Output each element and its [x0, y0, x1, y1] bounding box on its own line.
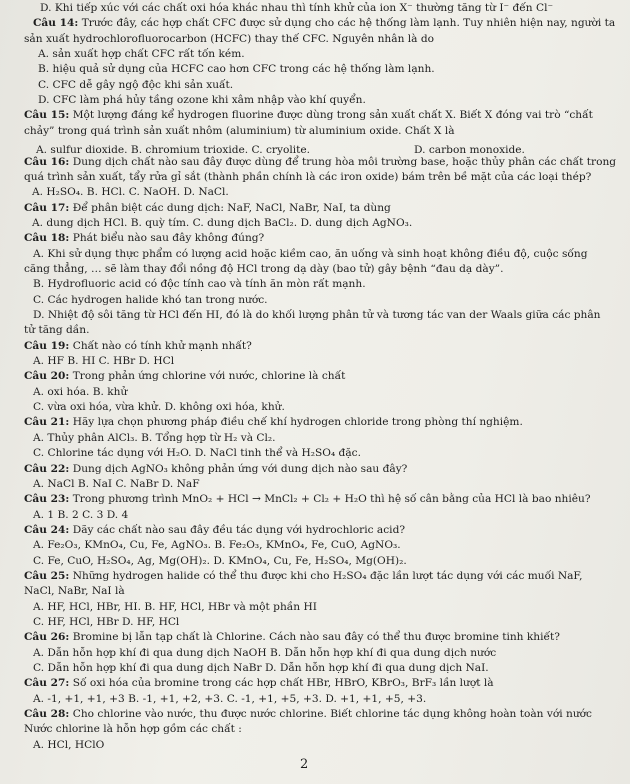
line-42: Câu 26: Bromine bị lẫn tạp chất là Chlorine. Cách nào sau đây có thể thu được bromine tinh khiết?	[24, 631, 560, 643]
line-41: C. HF, HCl, HBr D. HF, HCl	[33, 616, 180, 628]
line-38: Câu 25: Những hydrogen halide có thể thu được khi cho H₂SO₄ đặc lần lượt tác dụng với các muối NaF,	[24, 570, 583, 582]
line-33: Câu 23: Trong phương trình MnO₂ + HCl → MnCl₂ + Cl₂ + H₂O thì hệ số cân bằng của HCl là bao nhiêu?	[24, 493, 591, 505]
line-8: chảy” trong quá trình sản xuất nhôm (aluminium) từ aluminium oxide. Chất X là	[24, 125, 455, 137]
line-43: A. Dẫn hỗn hợp khí đi qua dung dịch NaOH B. Dẫn hỗn hợp khí đi qua dung dịch nước	[33, 647, 497, 659]
line-29: A. Thủy phân AlCl₃. B. Tổng hợp từ H₂ và Cl₂.	[33, 432, 276, 444]
line-30: C. Chlorine tác dụng với H₂O. D. NaCl tinh thể và H₂SO₄ đặc.	[33, 447, 361, 459]
line-2: sản xuất hydrochlorofluorocarbon (HCFC) thay thế CFC. Nguyên nhân là do	[24, 33, 434, 45]
line-39: NaCl, NaBr, NaI là	[24, 585, 125, 597]
line-3: A. sản xuất hợp chất CFC rất tốn kém.	[38, 48, 245, 60]
line-25: Câu 20: Trong phản ứng chlorine với nước, chlorine là chất	[24, 370, 346, 382]
line-20: C. Các hydrogen halide khó tan trong nước.	[33, 294, 268, 306]
line-13: A. H₂SO₄. B. HCl. C. NaOH. D. NaCl.	[32, 186, 229, 198]
line-24: A. HF B. HI C. HBr D. HCl	[33, 355, 175, 367]
line-19: B. Hydrofluoric acid có độc tính cao và tính ăn mòn rất mạnh.	[33, 278, 366, 290]
line-10: A. sulfur dioxide. B. chromium trioxide. C. cryolite.	[36, 144, 311, 156]
line-48: Nước chlorine là hỗn hợp gồm các chất :	[24, 723, 242, 735]
line-26: A. oxi hóa. B. khử	[33, 386, 128, 398]
line-17: A. Khi sử dụng thực phẩm có lượng acid hoặc kiềm cao, ăn uống và sinh hoạt không điều độ, cuộc sống	[33, 248, 588, 260]
line-0: D. Khi tiếp xúc với các chất oxi hóa khác nhau thì tính khử của ion X⁻ thường tăng từ I⁻ đến Cl⁻	[40, 2, 554, 14]
line-6: D. CFC làm phá hủy tầng ozone khi xâm nhập vào khí quyển.	[38, 94, 366, 106]
line-45: Câu 27: Số oxi hóa của bromine trong các hợp chất HBr, HBrO, KBrO₃, BrF₃ lần lượt là	[24, 677, 494, 689]
line-7: Câu 15: Một lượng đáng kể hydrogen fluorine được dùng trong sản xuất chất X. Biết X đóng vai trò “chất	[24, 109, 593, 121]
line-14: Câu 17: Để phân biệt các dung dịch: NaF, NaCl, NaBr, NaI, ta dùng	[24, 202, 391, 214]
line-40: A. HF, HCl, HBr, HI. B. HF, HCl, HBr và một phần HI	[33, 601, 317, 613]
line-15: A. dung dịch HCl. B. quỳ tím. C. dung dịch BaCl₂. D. dung dịch AgNO₃.	[32, 217, 413, 229]
line-37: C. Fe, CuO, H₂SO₄, Ag, Mg(OH)₂. D. KMnO₄, Cu, Fe, H₂SO₄, Mg(OH)₂.	[33, 555, 407, 567]
line-28: Câu 21: Hãy lựa chọn phương pháp điều chế khí hydrogen chloride trong phòng thí nghiệm.	[24, 416, 523, 428]
line-16: Câu 18: Phát biểu nào sau đây không đúng?	[24, 232, 265, 244]
line-1: Câu 14: Trước đây, các hợp chất CFC được sử dụng cho các hệ thống làm lạnh. Tuy nhiên hiện nay, người ta	[33, 17, 616, 29]
line-46: A. -1, +1, +1, +3 B. -1, +1, +2, +3. C. -1, +1, +5, +3. D. +1, +1, +5, +3.	[33, 693, 427, 705]
line-49: A. HCl, HClO	[33, 739, 105, 751]
line-35: Câu 24: Dãy các chất nào sau đây đều tác dụng với hydrochloric acid?	[24, 524, 406, 536]
line-44: C. Dẫn hỗn hợp khí đi qua dung dịch NaBr D. Dẫn hỗn hợp khí đi qua dung dịch NaI.	[33, 662, 489, 674]
line-4: B. hiệu quả sử dụng của HCFC cao hơn CFC trong các hệ thống làm lạnh.	[38, 63, 435, 75]
line-12: quá trình sản xuất, tẩy rửa gỉ sắt (thành phần chính là các iron oxide) bám trên bề mặt của các loại thép?	[24, 171, 592, 183]
line-32: A. NaCl B. NaI C. NaBr D. NaF	[33, 478, 200, 490]
line-11: Câu 16: Dung dịch chất nào sau đây được dùng để trung hòa môi trường base, hoặc thủy phân các chất trong	[24, 156, 617, 168]
line-34: A. 1 B. 2 C. 3 D. 4	[33, 509, 129, 521]
line-27: C. vừa oxi hóa, vừa khử. D. không oxi hóa, khử.	[33, 401, 285, 413]
line-31: Câu 22: Dung dịch AgNO₃ không phản ứng với dung dịch nào sau đây?	[24, 463, 408, 475]
line-22: tử tăng dần.	[24, 324, 90, 336]
line-18: căng thẳng, … sẽ làm thay đổi nồng độ HCl trong dạ dày (bao tử) gây bệnh “đau dạ dày”.	[24, 263, 504, 275]
line-21: D. Nhiệt độ sôi tăng từ HCl đến HI, đó là do khối lượng phân tử và tương tác van der Waals giữa các phân	[33, 309, 601, 321]
line-5: C. CFC dễ gây ngộ độc khi sản xuất.	[38, 79, 234, 91]
page-number: 2	[300, 757, 309, 772]
line-23: Câu 19: Chất nào có tính khử mạnh nhất?	[24, 340, 252, 352]
line-47: Câu 28: Cho chlorine vào nước, thu được nước chlorine. Biết chlorine tác dụng không hoàn toàn với nước	[24, 708, 592, 720]
line-9: D. carbon monoxide.	[414, 144, 525, 156]
line-36: A. Fe₂O₃, KMnO₄, Cu, Fe, AgNO₃. B. Fe₂O₃, KMnO₄, Fe, CuO, AgNO₃.	[33, 539, 401, 551]
